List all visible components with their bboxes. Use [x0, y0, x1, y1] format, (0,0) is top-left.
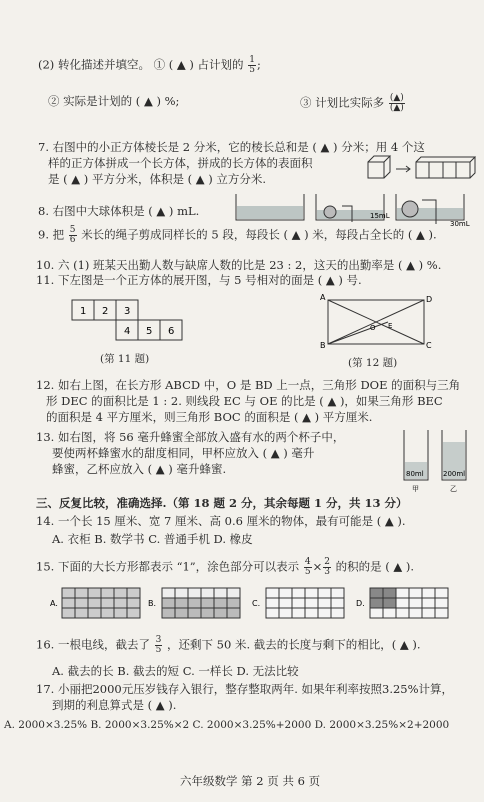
net-face-6: 6 — [168, 326, 175, 337]
label-A: A — [320, 293, 326, 302]
net-face-2: 2 — [102, 306, 109, 317]
fraction: $\frac{1}{5}$ — [249, 55, 255, 75]
net-face-1: 1 — [80, 306, 87, 317]
fraction: $\frac{4}{5}$ — [304, 557, 311, 577]
question-12-line1: 12. 如右上图，在长方形 ABCD 中，O 是 BD 上一点，三角形 DOE 的面积与三角 — [36, 378, 461, 392]
label-B: B — [320, 341, 326, 350]
question-10: 10. 六 (1) 班某天出勤人数与缺席人数的比是 23 : 2，这天的出勤率是 ( ▲ ) %. — [36, 258, 442, 272]
question-12-line2: 形 DEC 的面积比是 1 : 2. 则线段 EC 与 OE 的比是 ( ▲ )，如果三角形 BEC — [46, 394, 443, 408]
vol-label-15: 15mL — [370, 212, 390, 220]
cup-jia: 甲 — [412, 485, 419, 493]
question-6-2-line: (2) 转化描述并填空。 ① ( ▲ ) 占计划的 $\frac{1}{5}$ ; — [38, 55, 261, 75]
question-17-options: A. 2000×3.25% B. 2000×3.25%×2 C. 2000×3.25%+2000 D. 2000×3.25%×2+2000 — [4, 719, 450, 731]
question-15: 15. 下面的大长方形都表示 “1”，涂色部分可以表示 $\frac{4}{5}$ × $\frac{2}{3}$ 的积的是 ( ▲ ). — [36, 557, 415, 577]
fraction: $\frac{(▲)}{(▲)}$ — [389, 93, 404, 113]
label-E: E — [388, 322, 393, 330]
q15-grids — [48, 584, 468, 622]
cup-label-200: 200ml — [443, 470, 466, 478]
question-17-line1: 17. 小丽把2000元压岁钱存入银行，整存整取两年. 如果年利率按照3.25%计算， — [36, 682, 454, 696]
question-7-line1: 7. 右图中的小正方体棱长是 2 分米，它的棱长总和是 ( ▲ ) 分米；用 4 个这 — [38, 140, 425, 154]
label-O: O — [370, 324, 376, 332]
question-7-line2: 样的正方体拼成一个长方体，拼成的长方体的表面积 — [48, 156, 313, 170]
label-C: C — [426, 341, 432, 350]
net-face-5: 5 — [146, 326, 153, 337]
question-7-line3: 是 ( ▲ ) 平方分米，体积是 ( ▲ ) 立方分米. — [48, 172, 267, 186]
caption-q12: (第 12 题) — [348, 357, 398, 369]
question-16-options: A. 截去的长 B. 截去的短 C. 一样长 D. 无法比较 — [52, 664, 299, 678]
question-16: 16. 一根电线，截去了 $\frac{3}{5}$ ，还剩下 50 米. 截去的长度与剩下的相比，( ▲ ). — [36, 635, 421, 655]
question-13-line1: 13. 如右图，将 56 毫升蜂蜜全部放入盛有水的两个杯子中， — [36, 430, 345, 444]
caption-q11: (第 11 题) — [100, 353, 150, 365]
volume-figure — [232, 188, 478, 228]
question-13-line3: 蜂蜜，乙杯应放入 ( ▲ ) 毫升蜂蜜. — [52, 462, 227, 476]
opt-B: B. — [148, 599, 157, 608]
question-11: 11. 下左图是一个正方体的展开图，与 5 号相对的面是 ( ▲ ) 号. — [36, 273, 362, 287]
q6-2-text: (2) 转化描述并填空。 ① ( ▲ ) 占计划的 — [38, 57, 244, 72]
section-3-heading: 三、反复比较，准确选择.（第 18 题 2 分，其余每题 1 分，共 13 分） — [36, 496, 408, 510]
vol-label-30: 30mL — [450, 220, 470, 228]
cube-figure — [366, 152, 476, 186]
question-9: 9. 把 $\frac{5}{6}$ 米长的绳子剪成同样长的 5 段，每段长 ( ▲ ) 米，每段占全长的 ( ▲ ). — [38, 225, 437, 245]
rectangle-abcd-figure — [318, 290, 438, 350]
question-12-line3: 的面积是 4 平方厘米，则三角形 BOC 的面积是 ( ▲ ) 平方厘米. — [46, 410, 373, 424]
fraction: $\frac{3}{5}$ — [155, 635, 162, 655]
opt-D: D. — [356, 599, 365, 608]
opt-C: C. — [252, 599, 261, 608]
opt-A: A. — [50, 599, 58, 608]
question-17-line2: 到期的利息算式是 ( ▲ ). — [52, 698, 177, 712]
question-14-options: A. 衣柜 B. 数学书 C. 普通手机 D. 橡皮 — [52, 532, 253, 546]
fraction: $\frac{2}{3}$ — [324, 557, 330, 577]
cup-label-80: 80ml — [406, 470, 424, 478]
question-13-line2: 要使两杯蜂蜜水的甜度相同，甲杯应放入 ( ▲ ) 毫升 — [52, 446, 315, 460]
q6-2-sub2: ② 实际是计划的 ( ▲ ) %; — [48, 94, 180, 108]
cup-yi: 乙 — [450, 485, 457, 493]
page-footer: 六年级数学 第 2 页 共 6 页 — [180, 774, 321, 788]
q6-2-sub3: ③ 计划比实际多 $\frac{(▲)}{(▲)}$ — [300, 93, 404, 113]
cups-figure — [398, 424, 478, 494]
net-face-3: 3 — [124, 306, 131, 317]
question-8: 8. 右图中大球体积是 ( ▲ ) mL. — [38, 204, 200, 218]
cube-net-figure — [70, 298, 190, 344]
question-14: 14. 一个长 15 厘米、宽 7 厘米、高 0.6 厘米的物体，最有可能是 ( ▲ ). — [36, 514, 406, 528]
fraction: $\frac{5}{6}$ — [69, 225, 76, 245]
label-D: D — [426, 295, 433, 304]
net-face-4: 4 — [124, 326, 131, 337]
